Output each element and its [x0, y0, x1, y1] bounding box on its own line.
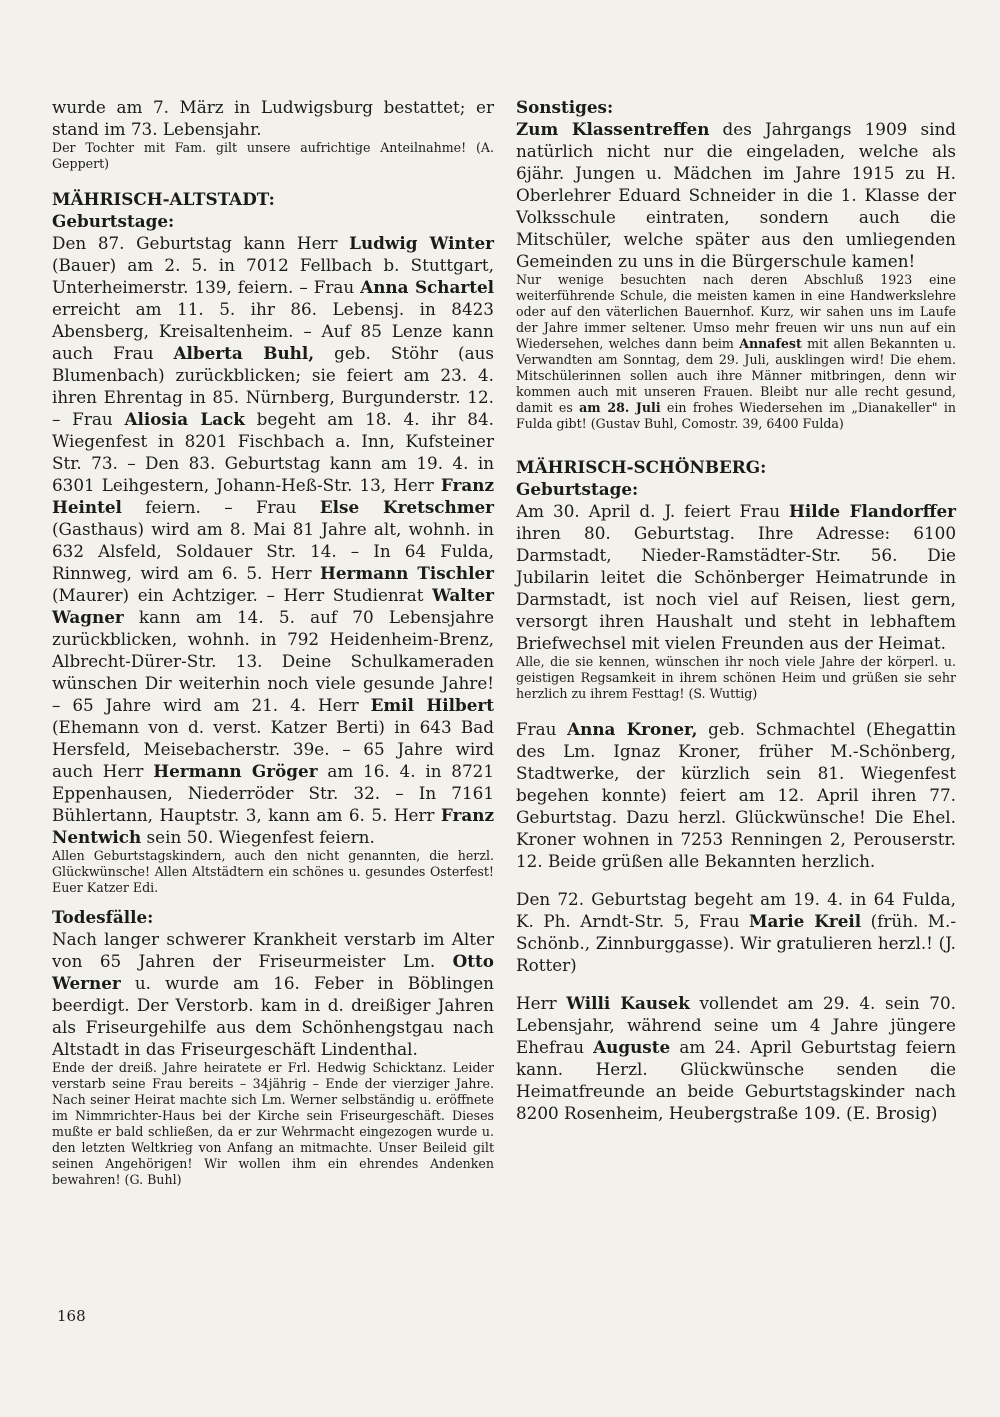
left-column — [52, 96, 494, 1188]
deaths-paragraph: Nach langer schwerer Krankheit verstarb im Alter von 65 Jahren der Friseurmeister Lm. Otto Werner u. wurde am 16. Feber in Böblingen beerdigt. Der Verstorb. kam in d. dreißiger Jahren als Friseurgehilfe aus dem Schönhengstgau nach Altstadt in das Friseurgeschäft Lindenthal. — [52, 929, 494, 1059]
section-heading-schoenberg: MÄHRISCH-SCHÖNBERG: — [516, 457, 767, 477]
entry-flandorffer: Am 30. April d. J. feiert Frau Hilde Flandorffer ihren 80. Geburtstag. Ihre Adresse: 6100 Darmstadt, Nieder-Ramstädter-Str. 56. Die Jubilarin leitet die Schönberger Heimatrunde in Darmstadt, ist noch viel auf Reisen, liest gern, versorgt ihren Haushalt und steht in lebhaftem Briefwechsel mit vielen Freunden aus der Heimat. — [516, 501, 957, 653]
birthdays-paragraph-altstadt: Den 87. Geburtstag kann Herr Ludwig Winter (Bauer) am 2. 5. in 7012 Fellbach b. Stuttgart, Unterheimerstr. 139, feiern. – Frau Anna Schartel erreicht am 11. 5. ihr 86. Lebensj. in 8423 Abensberg, Kreisaltenheim. – Auf 85 Lenze kann auch Frau Alberta Buhl, geb. Stöhr (aus Blumenbach) zurückblicken; sie feiert am 23. 4. ihren Ehrentag in 85. Nürnberg, Burgunderstr. 12. – Frau Aliosia Lack begeht am 18. 4. ihr 84. Wiegenfest in 8201 Fischbach a. Inn, Kufsteiner Str. 73. – Den 83. Geburtstag kann am 19. 4. in 6301 Leihgestern, Johann-Heß-Str. 13, Herr Franz Heintel feiern. – Frau Else Kretschmer (Gasthaus) wird am 8. Mai 81 Jahre alt, wohnh. in 632 Alsfeld, Soldauer Str. 14. – In 64 Fulda, Rinnweg, wird am 6. 5. Herr Hermann Tischler (Maurer) ein Achtziger. – Herr Studienrat Walter Wagner kann am 14. 5. auf 70 Lebensjahre zurückblicken, wohnh. in 792 Heidenheim-Brenz, Albrecht-Dürer-Str. 13. Deine Schulkameraden wünschen Dir weiterhin noch viele gesunde Jahre! – 65 Jahre wird am 21. 4. Herr Emil Hilbert (Ehemann von d. verst. Katzer Berti) in 643 Bad Hersfeld, Meisebacherstr. 39e. – 65 Jahre wird auch Herr Hermann Gröger am 16. 4. in 8721 Eppenhausen, Niederröder Str. 32. – In 7161 Bühlertann, Hauptstr. 3, kann am 6. 5. Herr Franz Nentwich sein 50. Wiegenfest feiern. — [52, 233, 495, 847]
class-reunion-small-paragraph: Nur wenige besuchten nach deren Abschluß 1923 eine weiterführende Schule, die meisten kamen in eine Handwerkslehre oder auf den väterlichen Bauernhof. Kurz, wir sahen uns im Laufe der Jahre immer seltener. Umso mehr freuen wir uns nun auf ein Wiedersehen, welches dann beim Annafest mit allen Bekannten u. Verwandten am Sonntag, dem 29. Juli, ausklingen wird! Die ehem. Mitschülerinnen sollen auch ihre Männer mitbringen, denn wir kommen auch mit unseren Frauen. Bleibt nur alle recht gesund, damit es am 28. Juli ein frohes Wiedersehen im „Dianakeller" in Fulda gibt! (Gustav Buhl, Comostr. 39, 6400 Fulda) — [516, 272, 957, 431]
subheading-misc: Sonstiges: — [516, 97, 614, 117]
entry-kreil: Den 72. Geburtstag begeht am 19. 4. in 64 Fulda, K. Ph. Arndt-Str. 5, Frau Marie Kreil (früh. M.-Schönb., Zinnburggasse). Wir gratulieren herzl.! (J. Rotter) — [516, 889, 956, 975]
entry-flandorffer-small: Alle, die sie kennen, wünschen ihr noch viele Jahre der körperl. u. geistigen Regsamkeit in ihrem schönen Heim und grüßen sie sehr herzlich zu ihrem Festtag! (S. Wuttig) — [516, 654, 956, 701]
page-number: 168 — [57, 1307, 86, 1325]
class-reunion-paragraph: Zum Klassentreffen des Jahrgangs 1909 sind natürlich nicht nur die eingeladen, welche als 6jähr. Jungen u. Mädchen im Jahre 1915 zu H. Oberlehrer Eduard Schneider in die 1. Klasse der Volksschule eintraten, sondern auch die Mitschüler, welche später aus den umliegenden Gemeinden zu uns in die Bürgerschule kamen! — [516, 119, 956, 271]
section-heading-altstadt: MÄHRISCH-ALTSTADT: — [52, 189, 275, 209]
subheading-deaths-altstadt: Todesfälle: — [52, 907, 154, 927]
subheading-birthdays-altstadt: Geburtstage: — [52, 211, 175, 231]
intro-paragraph: wurde am 7. März in Ludwigsburg bestattet; er stand im 73. Lebensjahr. — [52, 97, 494, 139]
entry-kausek: Herr Willi Kausek vollendet am 29. 4. sein 70. Lebensjahr, während seine um 4 Jahre jüngere Ehefrau Auguste am 24. April Geburtstag feiern kann. Herzl. Glückwünsche senden die Heimatfreunde an beide Geburtstagskinder nach 8200 Rosenheim, Heubergstraße 109. (E. Brosig) — [516, 993, 957, 1123]
intro-small-paragraph: Der Tochter mit Fam. gilt unsere aufrichtige Anteilnahme! (A. Geppert) — [52, 140, 494, 171]
right-column — [516, 96, 956, 1124]
birthdays-greeting-altstadt: Allen Geburtstagskindern, auch den nicht genannten, die herzl. Glückwünsche! Allen Altstädtern ein schönes u. gesundes Osterfest! Euer Katzer Edi. — [52, 848, 494, 895]
entry-kroner: Frau Anna Kroner, geb. Schmachtel (Ehegattin des Lm. Ignaz Kroner, früher M.-Schönberg, Stadtwerke, der kürzlich sein 81. Wiegenfest begehen konnte) feiert am 12. April ihren 77. Geburtstag. Dazu herzl. Glückwünsche! Die Ehel. Kroner wohnen in 7253 Renningen 2, Perouserstr. 12. Beide grüßen alle Bekannten herzlich. — [516, 719, 956, 871]
deaths-small-paragraph: Ende der dreiß. Jahre heiratete er Frl. Hedwig Schicktanz. Leider verstarb seine Frau bereits – 34jährig – Ende der vierziger Jahre. Nach seiner Heirat machte sich Lm. Werner selbständig u. eröffnete im Nimmrichter-Haus bei der Kirche sein Friseurgeschäft. Dieses mußte er bald schließen, da er zur Wehrmacht eingezogen wurde u. den letzten Weltkrieg von Anfang an mitmachte. Unser Beileid gilt seinen Angehörigen! Wir wollen ihm ein ehrendes Andenken bewahren! (G. Buhl) — [52, 1060, 494, 1187]
subheading-birthdays-schoenberg: Geburtstage: — [516, 479, 639, 499]
